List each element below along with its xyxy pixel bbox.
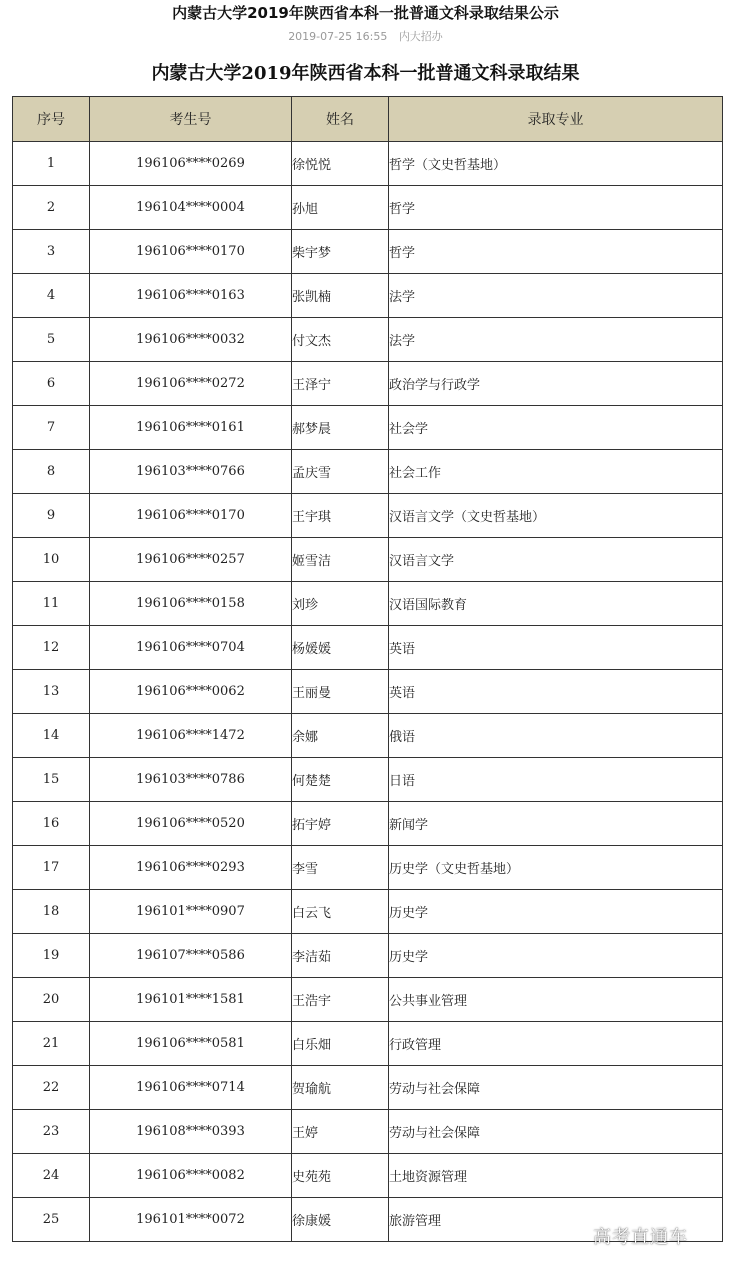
row-major: 历史学（文史哲基地） <box>389 846 723 890</box>
row-seq: 10 <box>13 538 90 582</box>
article-title: 内蒙古大学2019年陕西省本科一批普通文科录取结果公示 <box>172 4 559 22</box>
row-name: 孟庆雪 <box>292 450 389 494</box>
row-major: 日语 <box>389 758 723 802</box>
row-name: 张凯楠 <box>292 274 389 318</box>
watermark: 高考直通车 <box>593 1227 688 1248</box>
row-exam-id: 196106****0257 <box>90 538 292 582</box>
row-seq: 16 <box>13 802 90 846</box>
row-major: 行政管理 <box>389 1022 723 1066</box>
row-seq: 24 <box>13 1154 90 1198</box>
header-name: 姓名 <box>292 97 389 142</box>
row-exam-id: 196106****0714 <box>90 1066 292 1110</box>
row-seq: 15 <box>13 758 90 802</box>
row-seq: 7 <box>13 406 90 450</box>
row-name: 何楚楚 <box>292 758 389 802</box>
row-name: 王泽宁 <box>292 362 389 406</box>
table-row <box>13 186 723 230</box>
row-exam-id: 196106****0170 <box>90 230 292 274</box>
row-name: 刘珍 <box>292 582 389 626</box>
row-name: 姬雪洁 <box>292 538 389 582</box>
row-name: 杨媛媛 <box>292 626 389 670</box>
table-row <box>13 670 723 714</box>
row-seq: 20 <box>13 978 90 1022</box>
row-major: 历史学 <box>389 890 723 934</box>
row-exam-id: 196104****0004 <box>90 186 292 230</box>
row-major: 哲学（文史哲基地） <box>389 142 723 186</box>
row-seq: 14 <box>13 714 90 758</box>
row-major: 法学 <box>389 318 723 362</box>
row-exam-id: 196106****0581 <box>90 1022 292 1066</box>
row-seq: 12 <box>13 626 90 670</box>
row-seq: 25 <box>13 1198 90 1242</box>
row-name: 郝梦晨 <box>292 406 389 450</box>
row-major: 土地资源管理 <box>389 1154 723 1198</box>
row-major: 汉语国际教育 <box>389 582 723 626</box>
row-major: 社会工作 <box>389 450 723 494</box>
row-exam-id: 196106****0293 <box>90 846 292 890</box>
row-exam-id: 196106****1472 <box>90 714 292 758</box>
row-seq: 17 <box>13 846 90 890</box>
row-exam-id: 196106****0062 <box>90 670 292 714</box>
row-major: 劳动与社会保障 <box>389 1110 723 1154</box>
row-seq: 11 <box>13 582 90 626</box>
row-name: 王丽曼 <box>292 670 389 714</box>
publish-date: 2019-07-25 16:55 <box>288 30 388 43</box>
row-major: 新闻学 <box>389 802 723 846</box>
table-row <box>13 890 723 934</box>
row-exam-id: 196106****0520 <box>90 802 292 846</box>
table-row <box>13 582 723 626</box>
row-major: 汉语言文学（文史哲基地） <box>389 494 723 538</box>
header-exam-id: 考生号 <box>90 97 292 142</box>
row-name: 拓宇婷 <box>292 802 389 846</box>
row-name: 贺瑜航 <box>292 1066 389 1110</box>
row-exam-id: 196106****0161 <box>90 406 292 450</box>
table-row <box>13 274 723 318</box>
row-seq: 5 <box>13 318 90 362</box>
table-row <box>13 1154 723 1198</box>
header-seq: 序号 <box>13 97 90 142</box>
row-name: 孙旭 <box>292 186 389 230</box>
table-row <box>13 802 723 846</box>
table-header-row <box>13 97 723 142</box>
row-major: 哲学 <box>389 186 723 230</box>
row-seq: 1 <box>13 142 90 186</box>
row-major: 旅游管理 <box>389 1198 723 1242</box>
row-seq: 23 <box>13 1110 90 1154</box>
row-exam-id: 196106****0082 <box>90 1154 292 1198</box>
row-exam-id: 196106****0704 <box>90 626 292 670</box>
row-seq: 18 <box>13 890 90 934</box>
table-row <box>13 142 723 186</box>
row-major: 政治学与行政学 <box>389 362 723 406</box>
row-major: 英语 <box>389 670 723 714</box>
table-row <box>13 978 723 1022</box>
row-exam-id: 196106****0032 <box>90 318 292 362</box>
row-seq: 19 <box>13 934 90 978</box>
row-name: 史苑苑 <box>292 1154 389 1198</box>
row-exam-id: 196106****0158 <box>90 582 292 626</box>
row-exam-id: 196103****0766 <box>90 450 292 494</box>
row-major: 法学 <box>389 274 723 318</box>
row-major: 社会学 <box>389 406 723 450</box>
row-major: 公共事业管理 <box>389 978 723 1022</box>
table-row <box>13 1066 723 1110</box>
table-row <box>13 1110 723 1154</box>
row-major: 俄语 <box>389 714 723 758</box>
table-row <box>13 538 723 582</box>
row-seq: 22 <box>13 1066 90 1110</box>
row-exam-id: 196101****0907 <box>90 890 292 934</box>
table-row <box>13 406 723 450</box>
row-exam-id: 196101****0072 <box>90 1198 292 1242</box>
row-name: 白乐畑 <box>292 1022 389 1066</box>
row-exam-id: 196103****0786 <box>90 758 292 802</box>
article-source: 内大招办 <box>398 30 443 43</box>
row-name: 李雪 <box>292 846 389 890</box>
table-row <box>13 758 723 802</box>
table-row <box>13 626 723 670</box>
admission-results-table <box>12 96 723 1242</box>
article-meta <box>0 29 731 45</box>
row-exam-id: 196106****0269 <box>90 142 292 186</box>
row-name: 白云飞 <box>292 890 389 934</box>
row-name: 柴宇梦 <box>292 230 389 274</box>
row-name: 王婷 <box>292 1110 389 1154</box>
table-row <box>13 362 723 406</box>
row-name: 王宇琪 <box>292 494 389 538</box>
table-row <box>13 318 723 362</box>
table-row <box>13 1022 723 1066</box>
row-major: 哲学 <box>389 230 723 274</box>
document-heading: 内蒙古大学2019年陕西省本科一批普通文科录取结果 <box>151 63 580 84</box>
row-seq: 13 <box>13 670 90 714</box>
row-seq: 3 <box>13 230 90 274</box>
row-seq: 4 <box>13 274 90 318</box>
row-name: 徐悦悦 <box>292 142 389 186</box>
row-name: 王浩宇 <box>292 978 389 1022</box>
row-exam-id: 196106****0170 <box>90 494 292 538</box>
table-row <box>13 230 723 274</box>
row-name: 徐康媛 <box>292 1198 389 1242</box>
row-seq: 9 <box>13 494 90 538</box>
row-seq: 2 <box>13 186 90 230</box>
row-exam-id: 196106****0272 <box>90 362 292 406</box>
table-body <box>13 142 723 1242</box>
row-name: 李洁茹 <box>292 934 389 978</box>
row-exam-id: 196108****0393 <box>90 1110 292 1154</box>
row-name: 付文杰 <box>292 318 389 362</box>
table-row <box>13 494 723 538</box>
table-row <box>13 450 723 494</box>
table-row <box>13 714 723 758</box>
table-row <box>13 934 723 978</box>
row-name: 余娜 <box>292 714 389 758</box>
table-row <box>13 846 723 890</box>
row-major: 劳动与社会保障 <box>389 1066 723 1110</box>
row-seq: 8 <box>13 450 90 494</box>
row-major: 历史学 <box>389 934 723 978</box>
row-seq: 21 <box>13 1022 90 1066</box>
row-seq: 6 <box>13 362 90 406</box>
row-major: 英语 <box>389 626 723 670</box>
row-exam-id: 196107****0586 <box>90 934 292 978</box>
row-exam-id: 196101****1581 <box>90 978 292 1022</box>
row-major: 汉语言文学 <box>389 538 723 582</box>
row-exam-id: 196106****0163 <box>90 274 292 318</box>
header-major: 录取专业 <box>389 97 723 142</box>
